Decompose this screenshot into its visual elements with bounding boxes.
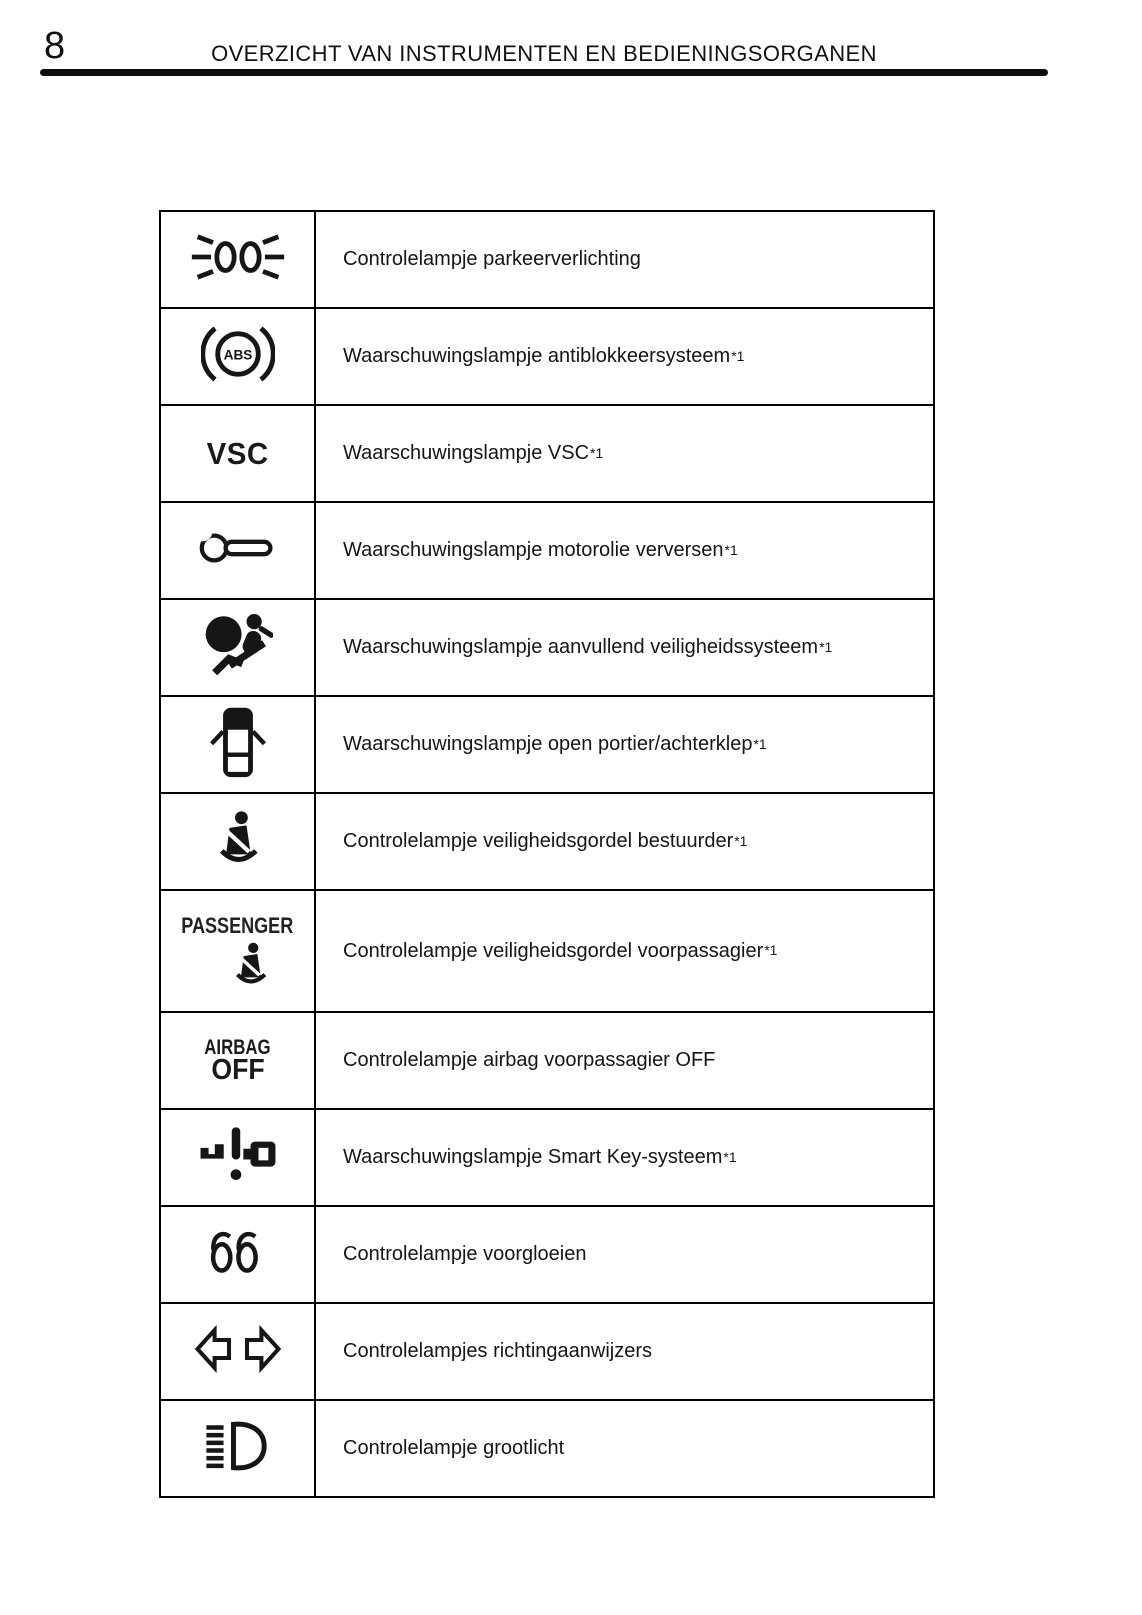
label-cell <box>316 1013 933 1108</box>
glow-plug-icon <box>200 1225 276 1284</box>
row-label: Controlelampje airbag voorpassagier OFF <box>343 1049 716 1071</box>
icon-cell <box>161 1401 316 1496</box>
vsc-label: VSC <box>206 435 269 471</box>
table-row <box>161 1011 933 1108</box>
table-row <box>161 1302 933 1399</box>
table-row <box>161 792 933 889</box>
parking-lights-icon <box>188 227 288 292</box>
table-row <box>161 307 933 404</box>
page-title: OVERZICHT VAN INSTRUMENTEN EN BEDIENINGSORGANEN <box>211 41 877 66</box>
label-cell <box>316 1207 933 1302</box>
door-open-icon <box>209 703 267 786</box>
label-cell: Waarschuwingslampje VSC $^{*1}$ <box>343 442 604 464</box>
vsc-text-icon <box>205 436 270 472</box>
icon-cell <box>161 600 316 695</box>
table-row <box>161 598 933 695</box>
airbag-off-label: AIRBAG OFF <box>204 1035 271 1086</box>
icon-cell <box>161 697 316 792</box>
svg-text:ABS: ABS <box>223 347 252 363</box>
label-cell: Waarschuwingslampje open portier/achterklep $^{*1}$ <box>343 733 767 755</box>
table-row <box>161 404 933 501</box>
icon-cell <box>161 406 316 501</box>
icon-cell <box>161 1110 316 1205</box>
page-number: 8 <box>44 25 66 67</box>
turn-signal-icons <box>193 1321 283 1382</box>
icon-cell <box>161 1013 316 1108</box>
icon-cell <box>161 1304 316 1399</box>
passenger-seatbelt-icon <box>169 913 306 989</box>
seatbelt-icon <box>215 809 261 874</box>
label-cell: Waarschuwingslampje Smart Key-systeem $^{*1}$ <box>343 1146 737 1168</box>
warning-lamp-table <box>159 210 935 1498</box>
label-cell: Controlelampje veiligheidsgordel voorpassagier $^{*1}$ <box>343 939 778 962</box>
table-row <box>161 1399 933 1496</box>
icon-cell <box>161 891 316 1011</box>
icon-cell <box>161 212 316 307</box>
high-beam-icon <box>201 1419 275 1478</box>
oil-wrench-icon <box>198 526 278 575</box>
table-row <box>161 1205 933 1302</box>
row-label: Controlelampje voorgloeien <box>343 1243 587 1265</box>
smart-key-icon <box>196 1122 280 1193</box>
passenger-label: PASSENGER <box>181 913 294 938</box>
table-row <box>161 501 933 598</box>
row-label: Waarschuwingslampje aanvullend veiligheidssysteem <box>343 636 819 658</box>
label-cell: Waarschuwingslampje motorolie verversen $^{*1}$ <box>343 539 738 561</box>
row-label: Waarschuwingslampje Smart Key-systeem <box>343 1146 723 1168</box>
label-cell <box>316 1401 933 1496</box>
table-row <box>161 695 933 792</box>
label-cell: Waarschuwingslampje antiblokkeersysteem $^{*1}$ <box>343 345 745 367</box>
row-label: Controlelampje grootlicht <box>343 1437 565 1459</box>
airbag-srs-icon <box>203 609 273 686</box>
icon-cell <box>161 309 316 404</box>
icon-cell <box>161 503 316 598</box>
row-label: Controlelampje veiligheidsgordel voorpassagier <box>343 939 764 962</box>
icon-cell <box>161 794 316 889</box>
header-rule <box>40 69 1048 76</box>
row-label: Waarschuwingslampje antiblokkeersysteem <box>343 345 731 367</box>
table-row <box>161 889 933 1011</box>
table-row <box>161 1108 933 1205</box>
row-label: Waarschuwingslampje motorolie verversen <box>343 539 724 561</box>
row-label: Controlelampje parkeerverlichting <box>343 248 641 270</box>
airbag-off-text-icon <box>196 1035 279 1086</box>
row-label: Waarschuwingslampje open portier/achterklep <box>343 733 753 755</box>
label-cell: Controlelampje veiligheidsgordel bestuurder $^{*1}$ <box>343 830 748 852</box>
label-cell: Waarschuwingslampje aanvullend veiligheidssysteem $^{*1}$ <box>343 636 833 658</box>
row-label: Controlelampje veiligheidsgordel bestuurder <box>343 830 734 852</box>
row-label: Waarschuwingslampje VSC <box>343 442 590 464</box>
row-label: Controlelampjes richtingaanwijzers <box>343 1340 653 1362</box>
table-row <box>161 212 933 307</box>
label-cell <box>316 212 933 307</box>
icon-cell <box>161 1207 316 1302</box>
abs-icon <box>201 322 275 391</box>
label-cell <box>316 1304 933 1399</box>
